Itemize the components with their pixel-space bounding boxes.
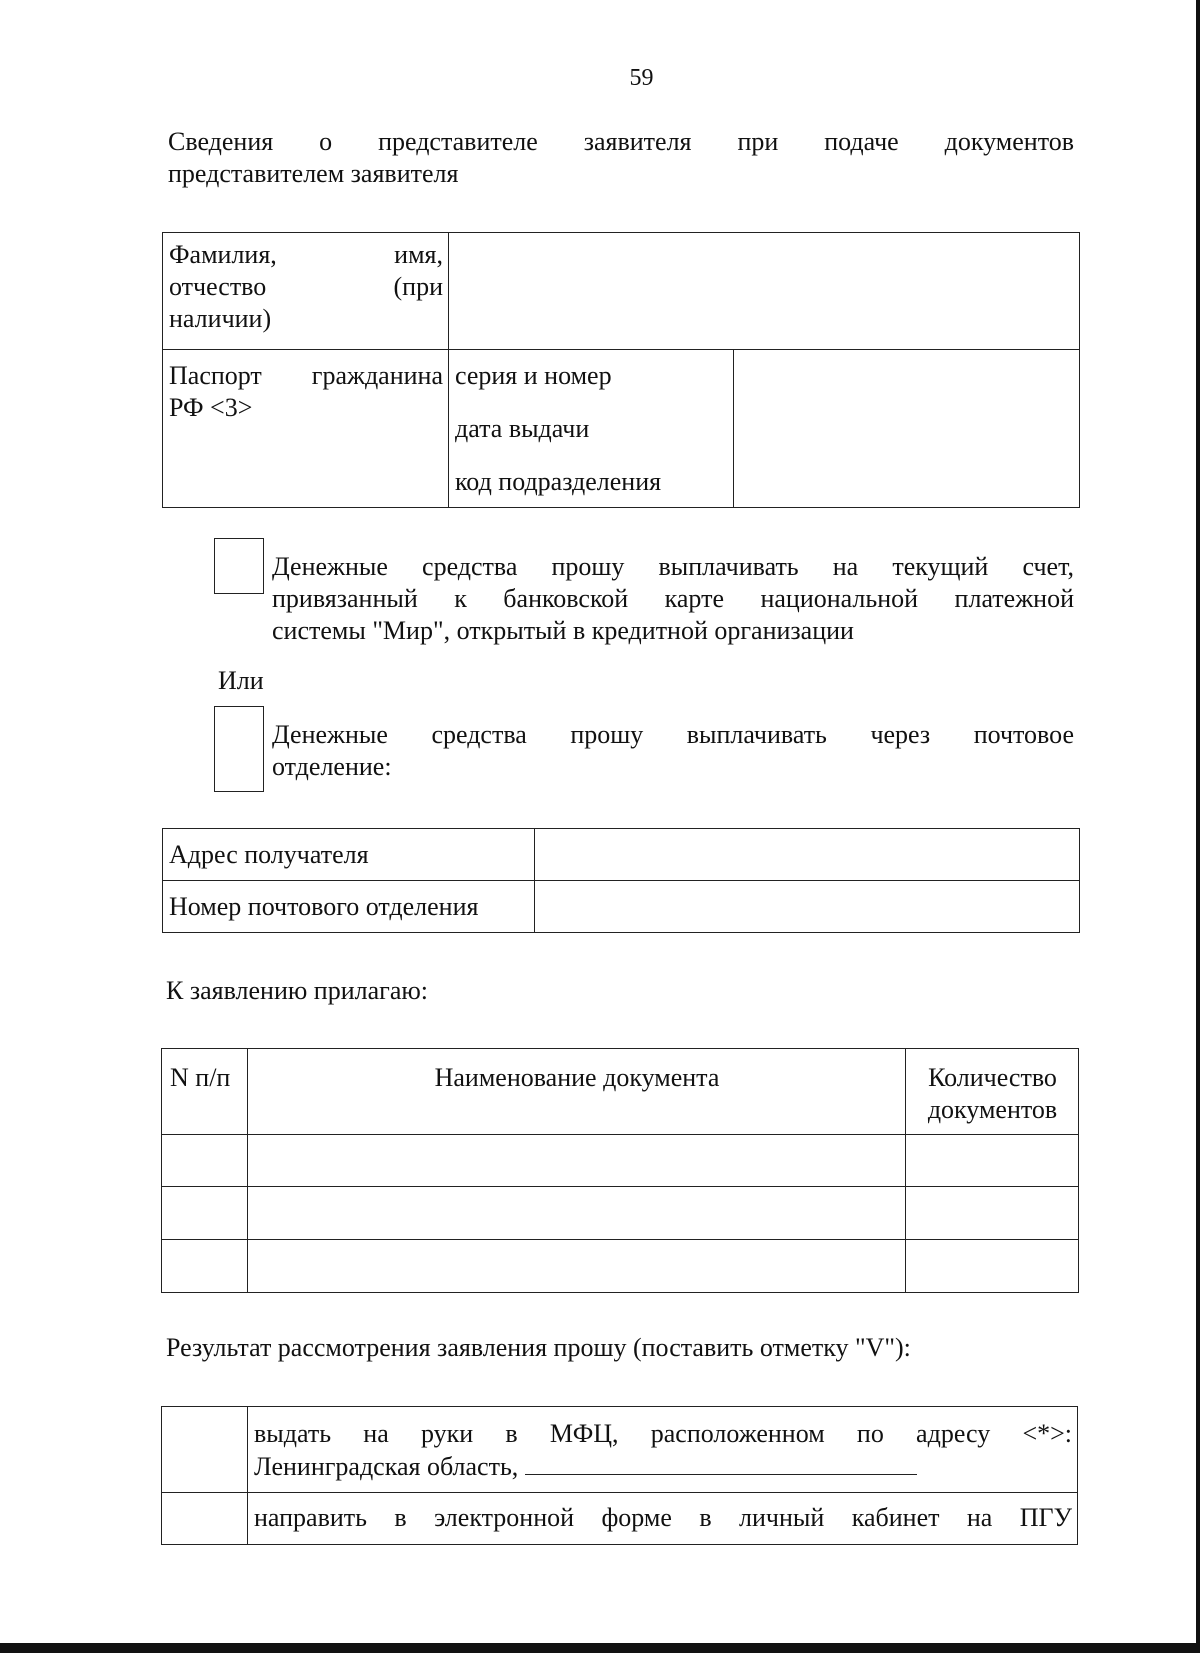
row3-number[interactable] [162,1240,248,1293]
address-blank-line[interactable] [525,1450,917,1475]
col-name-header [248,1049,906,1135]
result-option2-cell [248,1493,1078,1545]
result-table [161,1406,1078,1545]
result-option1-line1: выдать на руки в МФЦ, расположенном по адресу <*>: [254,1419,1072,1448]
result-option1-checkbox[interactable] [162,1407,248,1493]
row1-name[interactable] [248,1135,906,1187]
fio-label-surname: Фамилия, [169,240,277,269]
post-office-number-value[interactable] [535,881,1080,933]
representative-table [162,232,1080,508]
payment-option-card [272,551,1074,647]
col-name-label: Наименование документа [434,1063,720,1092]
payment-card-line1: Денежные средства прошу выплачивать на текущий счет, [272,552,1074,581]
fio-value-cell[interactable] [449,233,1080,350]
passport-code-label: код подразделения [455,467,662,496]
col-number-label: N п/п [170,1063,231,1092]
recipient-address-label: Адрес получателя [169,840,369,869]
payment-post-checkbox[interactable] [214,706,264,792]
result-option2-checkbox[interactable] [162,1493,248,1545]
passport-series-label: серия и номер [455,361,612,390]
representative-heading [168,126,1074,190]
attachments-table [161,1048,1079,1293]
post-office-number-label-cell [163,881,535,933]
heading-line-1: Сведения о представителе заявителя при подаче документов [168,127,1074,156]
table-row [162,1187,1079,1240]
fio-label-patronymic: отчество [169,272,267,301]
scan-edge-right [1196,0,1200,1653]
fio-label-cell [163,233,449,350]
result-option1-line2: Ленинградская область, [254,1452,519,1481]
result-option1-cell [248,1407,1078,1493]
col-count-header [906,1049,1079,1135]
passport-value-cell[interactable] [734,350,1080,508]
row1-number[interactable] [162,1135,248,1187]
fio-label-present: наличии) [169,304,272,333]
row2-name[interactable] [248,1187,906,1240]
payment-option-post [272,719,1074,783]
or-label: Или [218,666,264,695]
result-label: Результат рассмотрения заявления прошу (поставить отметку "V"): [166,1333,911,1362]
page-number: 59 [629,65,654,91]
row1-count[interactable] [906,1135,1079,1187]
passport-fields-cell [449,350,734,508]
col-count-label-line2: документов [927,1095,1058,1124]
row2-count[interactable] [906,1187,1079,1240]
passport-label-line1: Паспорт гражданина [169,361,443,390]
passport-date-label: дата выдачи [455,414,590,443]
payment-post-line1: Денежные средства прошу выплачивать через почтовое [272,720,1074,749]
payment-card-line2: привязанный к банковской карте национальной платежной [272,584,1074,613]
payment-card-checkbox[interactable] [214,538,264,594]
fio-label-name: имя, [394,240,443,269]
table-row [162,1240,1079,1293]
table-row [162,1135,1079,1187]
payment-card-line3: системы "Мир", открытый в кредитной организации [272,616,854,645]
recipient-address-value[interactable] [535,829,1080,881]
col-number-header [162,1049,248,1135]
post-office-table [162,828,1080,933]
post-office-number-label: Номер почтового отделения [169,892,479,921]
row3-name[interactable] [248,1240,906,1293]
row2-number[interactable] [162,1187,248,1240]
attachments-label: К заявлению прилагаю: [166,976,429,1005]
scan-edge-bottom [0,1643,1200,1653]
result-option2-line1: направить в электронной форме в личный кабинет на ПГУ [254,1503,1072,1532]
col-count-label-line1: Количество [928,1063,1057,1092]
passport-label-cell [163,350,449,508]
fio-label-if: (при [393,272,443,301]
passport-label-line2: РФ <3> [169,393,253,422]
payment-post-line2: отделение: [272,752,392,781]
row3-count[interactable] [906,1240,1079,1293]
recipient-address-label-cell [163,829,535,881]
heading-line-2: представителем заявителя [168,159,459,188]
